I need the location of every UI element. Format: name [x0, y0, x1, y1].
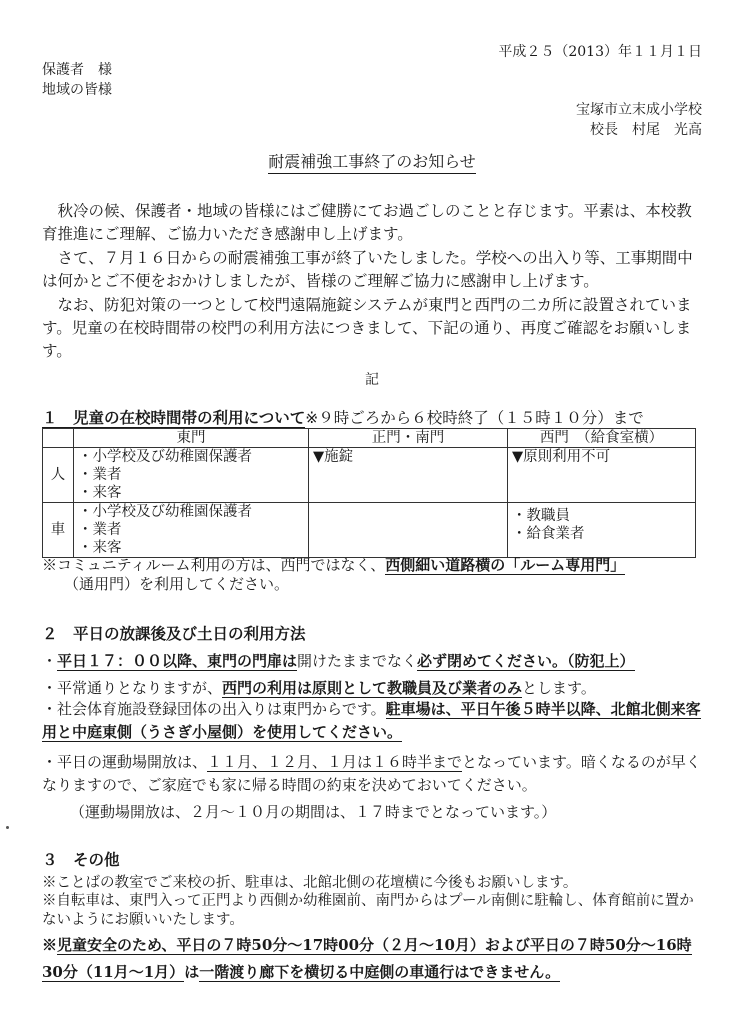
west-gate-emphasis: 西門の利用は原則として教職員及び業者のみ	[222, 679, 523, 697]
document-title	[0, 152, 744, 172]
bullet-text: ・平常通りとなりますが、	[42, 679, 223, 697]
bullet-playground	[42, 751, 712, 797]
intro-paragraph-3: なお、防犯対策の一つとして校門遠隔施錠システムが東門と西門の二カ所に設置されています。児童の在校時間帯の校門の利用方法につきまして、下記の通り、再度ご確認をお願いします。	[42, 296, 692, 360]
cell-car-east	[74, 503, 309, 558]
note-particle: は	[184, 963, 200, 981]
section-1-title: １ 児童の在校時間帯の利用について	[42, 408, 306, 427]
col-main-gate: 正門・南門	[309, 429, 508, 448]
section-1-time-note: ※９時ごろから６校時終了（１５時１０分）まで	[305, 409, 644, 427]
playground-winter-hours: １１月、１２月、１月は１６時半まで	[207, 753, 463, 771]
list-item: ・ 教職員	[512, 507, 691, 525]
section-2-heading: ２ 平日の放課後及び土日の利用方法	[42, 624, 306, 643]
sender	[576, 100, 702, 140]
note-text-cont: （通用門）を利用してください。	[64, 575, 290, 593]
table-corner	[43, 429, 74, 448]
issue-date: 平成２５（2013）年１１月１日	[498, 44, 702, 60]
principal-name: 校長 村尾 光高	[590, 122, 702, 138]
col-west-gate: 西門 （給食室横）	[508, 429, 696, 448]
list-item: ・ 小学校及び幼稚園保護者	[78, 503, 304, 521]
intro-paragraph-1: 秋冷の候、保護者・地域の皆様にはご健勝にてお過ごしのことと存じます。平素は、本校教育推進にご理解、ご協力いただき感謝申し上げます。	[42, 202, 692, 243]
note-mark: ※	[42, 936, 58, 954]
bullet-text: ・社会体育施設登録団体の出入りは東門からです。	[42, 700, 386, 718]
col-east-gate: 東門	[74, 429, 309, 448]
safety-hours: 児童安全のため、平日の７時50分～17時00分（２月～10月）および平日の７時50分～16時30分（11月～1月）	[42, 936, 692, 981]
list-item: ・ 業者	[78, 521, 304, 539]
community-room-note	[42, 556, 625, 594]
cell-person-west: ▼原則利用不可	[508, 448, 696, 503]
cell-car-west	[508, 503, 696, 558]
addressee-community: 地域の皆様	[42, 82, 112, 98]
table-row-car	[43, 503, 696, 558]
other-note-safety	[42, 932, 712, 986]
list-item: ・ 給食業者	[512, 525, 691, 543]
list-item: ・ 来客	[78, 539, 304, 557]
document-title-text: 耐震補強工事終了のお知らせ	[268, 152, 476, 174]
parking-emphasis: 駐車場は、平日午後５時半以降、北館北側来客用と中庭東側（うさぎ小屋側）を使用してください。	[42, 700, 701, 741]
row-car-label: 車	[43, 503, 74, 558]
list-item: ・ 業者	[78, 466, 304, 484]
school-name: 宝塚市立末成小学校	[576, 102, 702, 118]
section-1-heading	[42, 408, 644, 428]
room-gate-emphasis: 西側細い道路横の「ルーム専用門」	[385, 556, 626, 574]
bullet-text-end: とします。	[522, 679, 596, 697]
other-note-speech-class: ※ことばの教室でご来校の折、駐車は、北館北側の花壇横に今後もお願いします。	[42, 875, 578, 891]
gate-usage-table	[42, 428, 696, 558]
list-item: ・ 小学校及び幼稚園保護者	[78, 448, 304, 466]
other-note-bicycle: ※自転車は、東門入って正門より西側か幼稚園前、南門からはプール南側に駐輪し、体育館前に置かないようにお願いいたします。	[42, 893, 694, 928]
cell-person-main: ▼施錠	[309, 448, 508, 503]
addressees	[42, 60, 112, 100]
bullet-text: 開けたままでなく	[297, 652, 418, 670]
table-header-row	[43, 429, 696, 448]
ki-marker: 記	[365, 372, 379, 388]
note-text: ※コミュニティルーム利用の方は、西門ではなく、	[42, 556, 386, 574]
cell-car-main	[309, 503, 508, 558]
bullet-text: ・平日の運動場開放は、	[42, 753, 208, 771]
section-3-heading: ３ その他	[42, 850, 120, 869]
playground-note: （運動場開放は、２月～１０月の期間は、１７時までとなっています。）	[70, 803, 557, 821]
intro-paragraph-2: さて、７月１６日からの耐震補強工事が終了いたしました。学校への出入り等、工事期間中は何かとご不便をおかけしましたが、皆様のご理解ご協力に感謝申し上げます。	[42, 249, 693, 290]
list-item: ・ 来客	[78, 484, 304, 502]
bullet-parking	[42, 698, 712, 744]
scan-speck	[6, 826, 9, 829]
no-car-passage: 一階渡り廊下を横切る中庭側の車通行はできません。	[199, 963, 561, 981]
east-gate-time: 平日１７：００以降、東門の門扉は	[57, 652, 298, 670]
must-close-emphasis: 必ず閉めてください。（防犯上）	[417, 652, 635, 670]
addressee-guardians: 保護者 様	[42, 62, 112, 78]
table-row-person	[43, 448, 696, 503]
bullet-east-gate-close	[42, 650, 712, 673]
bullet-mark: ・	[42, 652, 58, 670]
cell-person-east	[74, 448, 309, 503]
bullet-text-end: となっています。暗くなるのが早くなりますので、ご家庭でも家に帰る時間の約束を決めておいてください。	[42, 753, 701, 794]
bullet-west-gate	[42, 677, 712, 700]
row-person-label: 人	[43, 448, 74, 503]
